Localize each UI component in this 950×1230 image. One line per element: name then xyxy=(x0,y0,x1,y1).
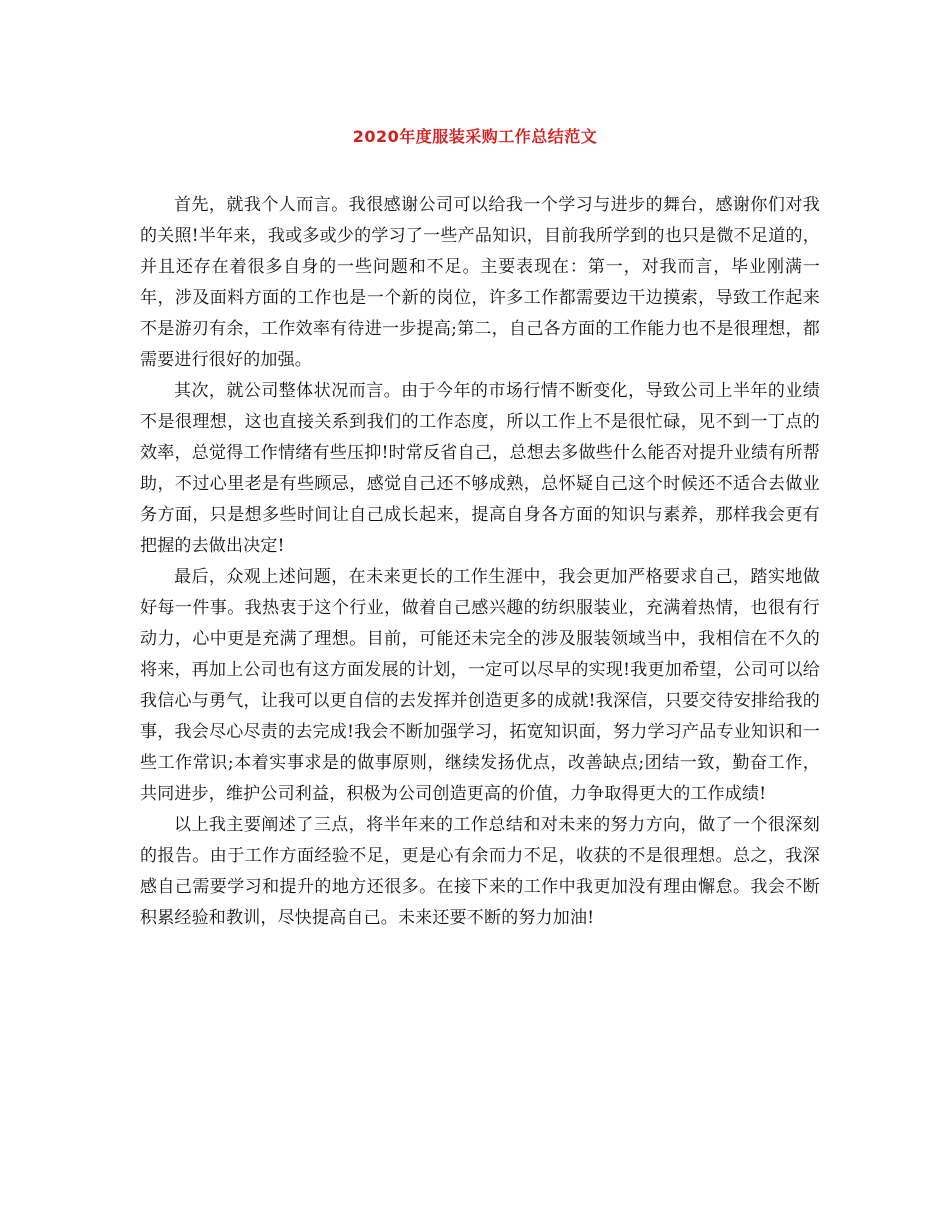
paragraph-3: 最后，众观上述问题，在未来更长的工作生涯中，我会更加严格要求自己，踏实地做好每一件事。我热衷于这个行业，做着自己感兴趣的纺织服装业，充满着热情，也很有行动力，心中更是充满了理想。目前，可能还未完全的涉及服装领域当中，我相信在不久的将来，再加上公司也有这方面发展的计划，一定可以尽早的实现!我更加希望，公司可以给我信心与勇气，让我可以更自信的去发挥并创造更多的成就!我深信，只要交待安排给我的事，我会尽心尽责的去完成!我会不断加强学习，拓宽知识面，努力学习产品专业知识和一些工作常识;本着实事求是的做事原则，继续发扬优点，改善缺点;团结一致，勤奋工作，共同进步，维护公司利益，积极为公司创造更高的价值，力争取得更大的工作成绩! xyxy=(140,567,820,804)
paragraph-1: 首先，就我个人而言。我很感谢公司可以给我一个学习与进步的舞台，感谢你们对我的关照!半年来，我或多或少的学习了一些产品知识，目前我所学到的也只是微不足道的，并且还存在着很多自身的一些问题和不足。主要表现在：第一，对我而言，毕业刚满一年，涉及面料方面的工作也是一个新的岗位，许多工作都需要边干边摸索，导致工作起来不是游刃有余，工作效率有待进一步提高;第二，自己各方面的工作能力也不是很理想，都需要进行很好的加强。 xyxy=(140,195,820,370)
document-body xyxy=(140,190,820,934)
paragraph-2: 其次，就公司整体状况而言。由于今年的市场行情不断变化，导致公司上半年的业绩不是很理想，这也直接关系到我们的工作态度，所以工作上不是很忙碌，见不到一丁点的效率，总觉得工作情绪有些压抑!时常反省自己，总想去多做些什么能否对提升业绩有所帮助，不过心里老是有些顾忌，感觉自己还不够成熟，总怀疑自己这个时候还不适合去做业务方面，只是想多些时间让自己成长起来，提高自身各方面的知识与素养，那样我会更有把握的去做出决定! xyxy=(140,381,820,556)
paragraph-4: 以上我主要阐述了三点，将半年来的工作总结和对未来的努力方向，做了一个很深刻的报告。由于工作方面经验不足，更是心有余而力不足，收获的不是很理想。总之，我深感自己需要学习和提升的地方还很多。在接下来的工作中我更加没有理由懈怠。我会不断积累经验和教训，尽快提高自己。未来还要不断的努力加油! xyxy=(140,815,820,928)
document-title: 2020年度服装采购工作总结范文 xyxy=(352,127,598,146)
